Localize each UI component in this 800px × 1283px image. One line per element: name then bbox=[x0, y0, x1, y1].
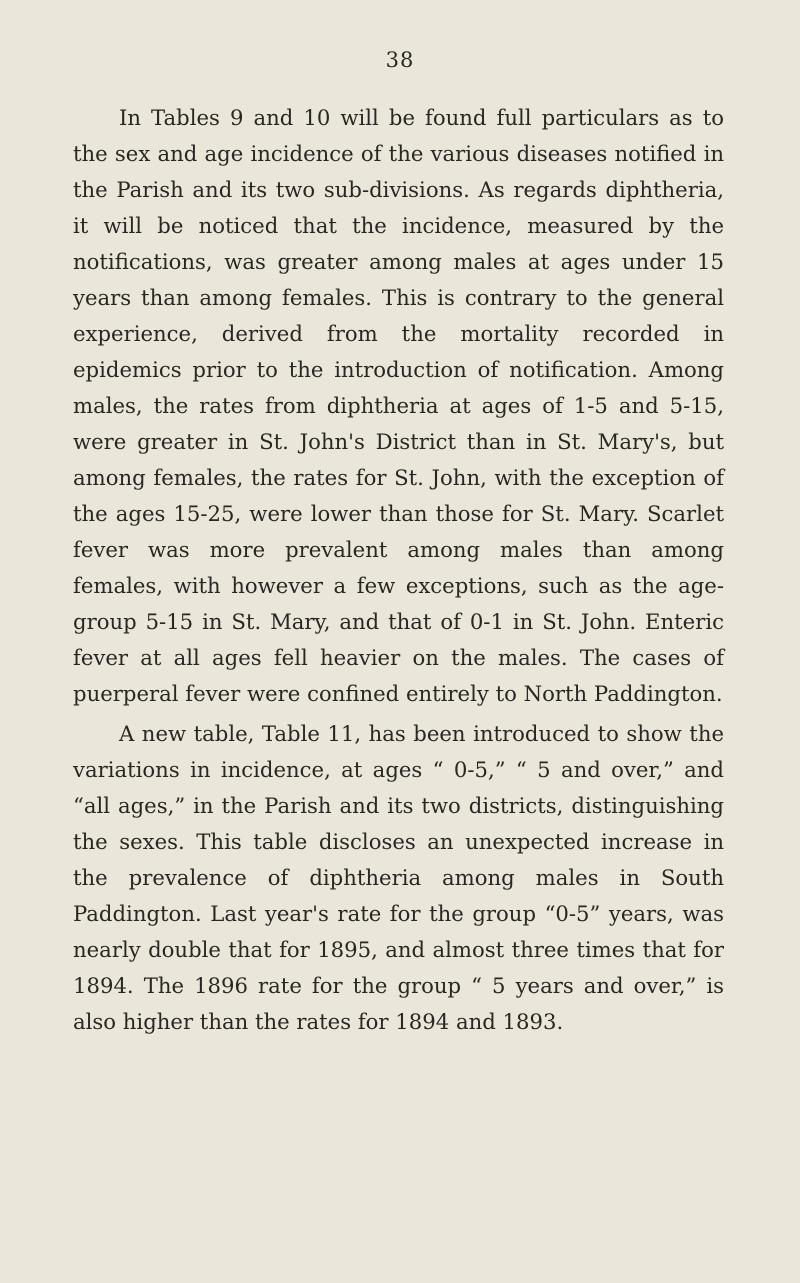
page-number: 38 bbox=[385, 48, 415, 72]
paragraph-sex-age-incidence: In Tables 9 and 10 will be found full particulars as to the sex and age incidence of the various diseases notified in the Parish and its two sub-divisions. As regards diphtheria, it will be noticed that the incidence, measured by the notifications, was greater among males at ages under 15 years than among females. This is contrary to the general experience, derived from the mortality recorded in epidemics prior to the introduction of notification. Among males, the rates from diphtheria at ages of 1-5 and 5-15, were greater in St. John's District than in St. Mary's, but among females, the rates for St. John, with the exception of the ages 15-25, were lower than those for St. Mary. Scarlet fever was more prevalent among males than among females, with however a few exceptions, such as the age-group 5-15 in St. Mary, and that of 0-1 in St. John. Enteric fever at all ages fell heavier on the males. The cases of puerperal fever were confined entirely to North Paddington. bbox=[73, 105, 724, 706]
body-text bbox=[73, 100, 724, 1044]
paragraph-table-11: A new table, Table 11, has been introduced to show the variations in incidence, at ages “ 0-5,” “ 5 and over,” and “all ages,” in the Parish and its two districts, distinguishing the sexes. This table discloses an unexpected increase in the prevalence of diphtheria among males in South Paddington. Last year's rate for the group “0-5” years, was nearly double that for 1895, and almost three times that for 1894. The 1896 rate for the group “ 5 years and over,” is also higher than the rates for 1894 and 1893. bbox=[73, 721, 724, 1034]
